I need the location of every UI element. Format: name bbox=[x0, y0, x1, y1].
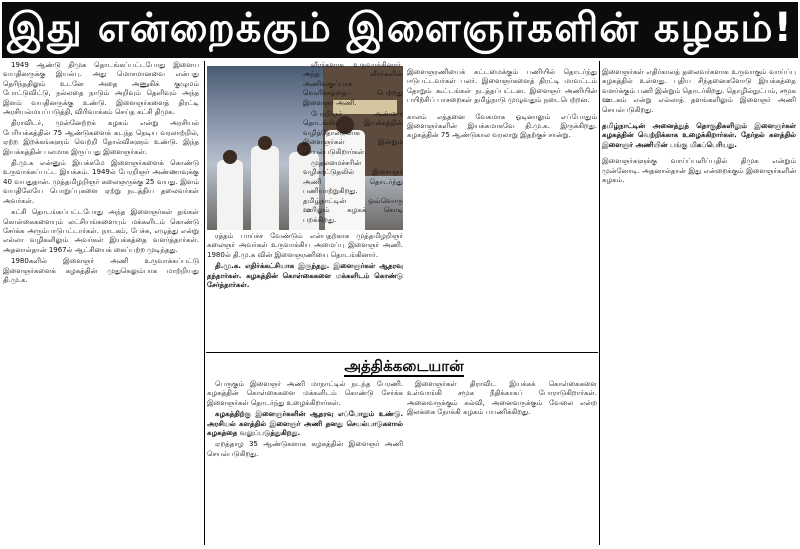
paragraph: காலம் எத்தனை வேகமாக ஓடினாலும் எப்போதும் இளைஞர்களின் இயக்கமாகவே தி.மு.க. இருக்கிறது. கழகத்தின் 75 ஆண்டுகால வரலாறு இதற்குச் சான்று. bbox=[407, 112, 597, 140]
column-right-a bbox=[407, 61, 597, 231]
figure-shape bbox=[217, 160, 243, 230]
paragraph: திராவிடர், முன்னேற்றக் கழகம் என்று அரசியல் பேரியக்கத்தின் 75 ஆண்டுகளைக் கடந்த நெடிய வரலாற்றில், ஏற்ற இறக்கங்களும் வெற்றி தோல்விகளும் உண்டு. இந்த இயக்கத்தின் பலமாக இருப்பது இளைஞர்கள். bbox=[3, 119, 199, 156]
paragraph: கட்சி தொடங்கப்பட்டபோது அந்த இளைஞர்கள் தங்கள் கொள்கைகளையும் லட்சியங்களையும் மக்களிடம் கொண்டு சேர்க்க அரும்பாடுபட்டார்கள். நாடகம், பேச்சு, எழுத்து என்று எல்லா வழிகளிலும் அவர்கள் இயக்கத்தை வளர்த்தார்கள். அதனால்தான் 1967ல் ஆட்சியைக் கைப்பற்ற முடிந்தது. bbox=[3, 208, 199, 254]
bold-paragraph: கழகத்திற்கு இளைஞர்களின் ஆதரவு எப்போதும் உண்டு. அரசியல் களத்தில் இளைஞர் அணி தனது செயல்பாடுகளால் கழகத்தை வலுப்படுத்துகிறது. bbox=[207, 410, 403, 438]
column-bottom-b bbox=[407, 380, 597, 545]
section-rule bbox=[206, 352, 598, 353]
paragraph: முதலமைச்சரின் வழிகாட்டுதலில் இளைஞர் அணி தொடர்ந்து பணியாற்றுகிறது. தமிழ்நாட்டின் ஒவ்வொரு ஊரிலும் கழகக் கொடி பறக்கிறது. bbox=[303, 159, 403, 224]
figure-shape bbox=[251, 146, 279, 230]
paragraph: பெருகும் இளைஞர் அணி மாநாட்டில் நடந்த பேரணி. கழகத்தின் கொள்கைகளை மக்களிடம் கொண்டு சேர்க்க இளைஞர்கள் தொடர்ந்து உழைக்கிறார்கள். bbox=[207, 380, 403, 407]
paragraph: இளைஞர்களுக்கு வாய்ப்பளிப்பதில் திமுக என்றும் முன்னோடி. அதனால்தான் இது என்றைக்கும் இளைஞர்களின் கழகம். bbox=[602, 157, 796, 185]
paragraph: வீரர்களாக உருவாக்கினார். அந்த வீரர்களின் அணிவகுப்பாக வெளிச்சத்தைப் பெற்றது இளைஞர் அணி. bbox=[303, 61, 403, 107]
column-right-b bbox=[602, 61, 796, 311]
paragraph: இளைஞர்கள் எதிர்காலத் தலைவர்களாக உருவாகும் வாய்ப்பு கழகத்தில் உள்ளது. புதிய சிந்தனைகளோடு இயக்கத்தை வளர்க்கும் பணி இன்றும் தொடர்கிறது. தொழில்நுட்பம், சமூக ஊடகம் என்று எல்லாத் தளங்களிலும் இளைஞர் அணி செயல்படுகிறது. bbox=[602, 68, 796, 114]
column-left bbox=[3, 61, 199, 545]
paragraph: ஏறத்தாழ 35 ஆண்டுகளாக கழகத்தின் இளைஞர் அணி செயல்படுகிறது. bbox=[207, 440, 403, 458]
column-middle-right bbox=[303, 61, 403, 233]
headline-banner bbox=[2, 2, 798, 58]
bold-paragraph: தமிழ்நாட்டின் அனைத்துத் தொகுதிகளிலும் இளைஞர்கள் கழகத்தின் வெற்றிக்காக உழைக்கிறார்கள். தேர்தல் களத்தில் இளைஞர் அணியின் பங்கு மிகப்பெரியது. bbox=[602, 122, 796, 149]
column-rule bbox=[599, 61, 600, 545]
paragraph: பேரறிஞர் அண்ணா தொடங்கிய இயக்கத்தின் வழித்தோன்றலாக இளைஞர்கள் இன்றும் செயல்படுகிறார்கள். bbox=[303, 110, 403, 156]
paragraph: ரத்தம் பாய்ச்ச வேண்டும் என்பதற்காக முத்தமிழறிஞர் கலைஞர் அவர்கள் உருவாக்கிய அமைப்பு இளைஞர் அணி. 1980ல் தி.மு.க வின் இளைஞரணியை தொடங்கினார். bbox=[207, 232, 403, 259]
paragraph: இளைஞரணியைக் கட்டமைக்கும் பணியில் தொடர்ந்து ஈடுபட்டவர்கள் பலர். இளைஞர்களைத் திரட்டி மாவட்டம் தோறும் கூட்டங்கள் நடத்தப்பட்டன. இளைஞர் அணியின் பயிற்சிப் பாசறைகள் தமிழ்நாடு முழுவதும் நடைபெற்றன. bbox=[407, 68, 597, 105]
paragraph: 1980களில் இளைஞர் அணி உருவாக்கப்பட்டு இளைஞர்களைக் கழகத்தின் முதுகெலும்பாக மாற்றியது தி.மு.க. bbox=[3, 257, 199, 284]
headline: இது என்றைக்கும் இளைஞர்களின் கழகம்! bbox=[7, 4, 793, 51]
byline-heading bbox=[207, 355, 601, 377]
byline: அத்திக்கடையான் bbox=[344, 357, 464, 375]
column-under-photo bbox=[207, 232, 403, 352]
bold-paragraph: தி.மு.க. எதிர்க்கட்சியாக இருந்தது. இளைஞர்கள் ஆதரவு தந்தார்கள். கழகத்தின் கொள்கைகளை மக்களிடம் கொண்டு சேர்த்தார்கள். bbox=[207, 262, 403, 290]
paragraph: இளைஞர்கள் திராவிட இயக்கக் கொள்கைகளை உள்வாங்கி சமூக நீதிக்காகப் போராடுகிறார்கள். அனைவருக்கும் கல்வி, அனைவருக்கும் வேலை என்ற இலக்கை நோக்கி கழகம் பயணிக்கிறது. bbox=[407, 380, 597, 417]
column-bottom-a bbox=[207, 380, 403, 545]
paragraph: 1949 ஆண்டு திமுக தொடங்கப்பட்டபோது இளைய வயதினருக்கு இயல்பு. அது மொசமானவை என்பது தெரிந்ததிலும் உடனே அதை அணுகிக் குழுமம் போட்டுவிட்டு, நல்லதை நாடும் அறிவும் தெளிவும் அந்த இளம் வயதினருக்கு உண்டு. இளைஞர்களைத் திரட்டி அரசியல்மயப்படுத்தி, விரிவாக்கம் செய்த கட்சி திமுக. bbox=[3, 61, 199, 117]
paragraph: தி.மு.க என்னும் இயக்கமே இளைஞர்களைக் கொண்டு உருவாக்கப்பட்ட இயக்கம். 1949ல் பேரறிஞர் அண்ணாவுக்கு 40 வயதுதான். முத்தமிழறிஞர் கலைஞருக்கு 25 வயது. இளம் வயதிலேயே பொறுப்புகளை ஏற்று நடத்திய தலைவர்கள் அவர்கள். bbox=[3, 159, 199, 205]
column-rule bbox=[204, 61, 205, 545]
